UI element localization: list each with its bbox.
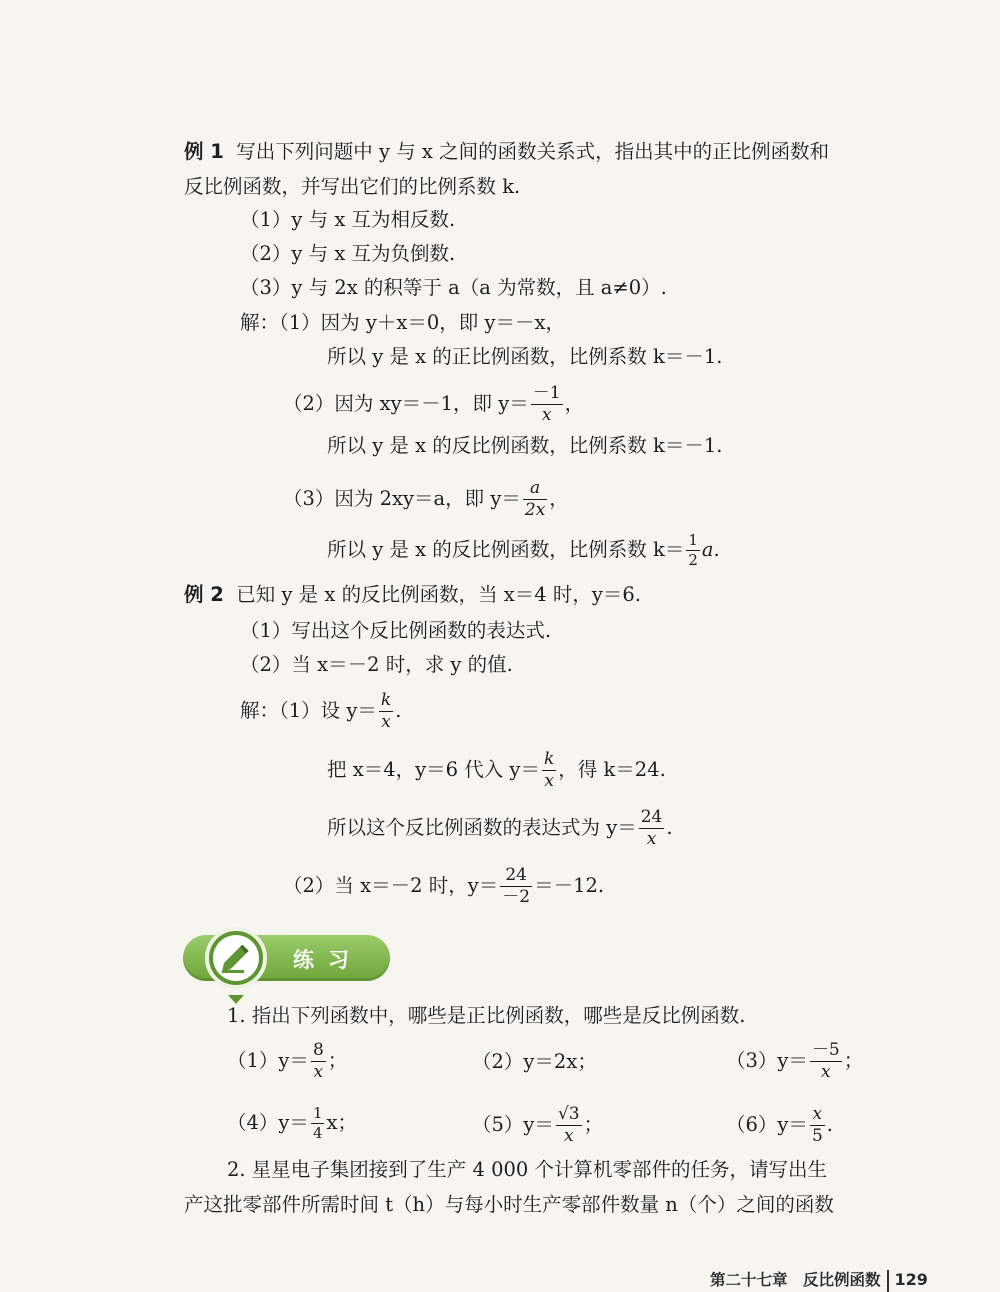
practice-q2-line2: 产这批零部件所需时间 t（h）与每小时生产零部件数量 n（个）之间的函数: [184, 1193, 834, 1216]
page-number: 129: [894, 1270, 928, 1289]
fraction-denominator: x: [646, 829, 657, 849]
fraction-denominator: x: [563, 1126, 574, 1146]
example2-s1-prefix: （1）设 y＝: [279, 699, 377, 722]
practice-label: 练习: [293, 948, 363, 972]
example2-s2: [283, 867, 604, 906]
example2-s1b-prefix: 把 x＝4，y＝6 代入 y＝: [327, 758, 540, 781]
example1-s3-line2-prefix: 所以 y 是 x 的反比例函数，比例系数 k＝: [327, 538, 685, 561]
fraction-denominator: 4: [312, 1124, 323, 1142]
item-suffix: .: [826, 1113, 833, 1136]
example1-item-1: （1）y 与 x 互为相反数.: [240, 208, 456, 231]
example2-s2-suffix: ＝－12.: [534, 874, 605, 897]
fraction-numerator: 1: [312, 1104, 323, 1122]
example1-s3-line2-suffix: a.: [701, 538, 720, 561]
example1-item-3: （3）y 与 2x 的积等于 a（a 为常数，且 a≠0）.: [240, 276, 667, 299]
example1-s2-prefix: （2）因为 xy＝－1，即 y＝: [283, 392, 529, 415]
fraction-numerator: －5: [811, 1040, 840, 1060]
example2-s1-suffix: .: [395, 699, 402, 722]
fraction-denominator: x: [541, 405, 552, 425]
footer-divider: [887, 1270, 889, 1292]
example1-s3-suffix: ，: [549, 487, 569, 510]
example1-line1: [184, 138, 829, 166]
fraction-numerator: 8: [312, 1040, 324, 1060]
example2-s1b: [327, 751, 666, 790]
example1-s2-line1: [283, 385, 584, 424]
item-suffix: x；: [326, 1111, 357, 1134]
example2-s1c: [327, 809, 673, 848]
example1-prompt-line2: 反比例函数，并写出它们的比例系数 k.: [184, 175, 521, 198]
fraction-denominator: x: [544, 771, 554, 791]
practice-q1-item-1: [227, 1042, 347, 1081]
chapter-title: 第二十七章 反比例函数: [710, 1271, 881, 1289]
example1-s2-fraction: [531, 385, 563, 424]
example1-s3-fraction: [523, 480, 547, 519]
example2-s1c-prefix: 所以这个反比例函数的表达式为 y＝: [327, 816, 637, 839]
fraction-denominator: 2: [688, 551, 698, 569]
example2-s1b-suffix: ，得 k＝24.: [558, 758, 666, 781]
practice-badge: [205, 927, 267, 989]
example2-item-2: （2）当 x＝－2 时，求 y 的值.: [240, 653, 513, 676]
practice-q1-item-5: [472, 1106, 603, 1145]
example2-item-1: （1）写出这个反比例函数的表达式.: [240, 619, 552, 642]
item-fraction: [311, 1042, 326, 1081]
practice-q1-item-3: [726, 1042, 863, 1081]
fraction-denominator: －2: [502, 887, 531, 907]
example1-prompt-line1: 写出下列问题中 y 与 x 之间的函数关系式，指出其中的正比例函数和: [236, 140, 830, 163]
example2-s2-prefix: （2）当 x＝－2 时，y＝: [283, 874, 499, 897]
fraction-denominator: x: [313, 1062, 324, 1082]
item-prefix: （1）y＝: [227, 1049, 309, 1072]
practice-q1-item-2: （2）y＝2x；: [472, 1050, 597, 1073]
example1-label: 例 1: [184, 140, 224, 163]
example2-s1c-suffix: .: [666, 816, 673, 839]
practice-q1-item-4: [227, 1106, 357, 1141]
fraction-numerator: k: [380, 690, 392, 710]
fraction-numerator: k: [543, 749, 555, 769]
practice-q2-line1: 2. 星星电子集团接到了生产 4 000 个计算机零部件的任务，请写出生: [227, 1158, 828, 1181]
example2-s1-fraction: [379, 692, 393, 731]
example2-label: 例 2: [184, 583, 224, 606]
example1-solution-1: [240, 309, 565, 337]
example2-s1c-fraction: [639, 809, 665, 848]
fraction-denominator: x: [821, 1062, 831, 1082]
example2-prompt: 已知 y 是 x 的反比例函数，当 x＝4 时，y＝6.: [236, 583, 641, 606]
item-prefix: （3）y＝: [726, 1049, 808, 1072]
practice-banner: [183, 935, 390, 981]
fraction-numerator: √3: [557, 1104, 580, 1124]
example2-s2-fraction: [500, 867, 532, 906]
fraction-denominator: x: [381, 712, 391, 732]
example2-solution-label: 解：: [240, 699, 280, 722]
example1-solution-label: 解：: [240, 311, 280, 334]
example2-solution-1: [240, 692, 401, 731]
item-fraction: [311, 1106, 325, 1141]
item-fraction: [810, 1042, 842, 1081]
fraction-numerator: a: [523, 480, 547, 500]
page-footer: [710, 1268, 928, 1292]
item-suffix: ；: [583, 1113, 604, 1136]
item-fraction: [810, 1106, 825, 1145]
item-prefix: （6）y＝: [726, 1113, 808, 1136]
pencil-icon: [213, 935, 259, 981]
practice-q1-item-6: [726, 1106, 833, 1145]
item-suffix: ；: [843, 1049, 864, 1072]
example1-s3-prefix: （3）因为 2xy＝a，即 y＝: [283, 487, 521, 510]
example1-s1-line2: 所以 y 是 x 的正比例函数，比例系数 k＝－1.: [327, 345, 723, 368]
fraction-denominator: 5: [811, 1126, 823, 1146]
example2-s1b-fraction: [542, 751, 556, 790]
fraction-numerator: －1: [532, 383, 561, 403]
item-suffix: ；: [327, 1049, 348, 1072]
example2-line1: [184, 581, 641, 609]
fraction-numerator: 24: [640, 807, 663, 827]
practice-q1: 1. 指出下列函数中，哪些是正比例函数，哪些是反比例函数.: [227, 1004, 746, 1027]
example1-s3-line2: [327, 533, 720, 568]
fraction-numerator: x: [810, 1106, 825, 1126]
example1-s3-k-fraction: [686, 533, 700, 568]
example1-item-2: （2）y 与 x 互为负倒数.: [240, 242, 456, 265]
item-prefix: （4）y＝: [227, 1111, 309, 1134]
example1-s1-line1: （1）因为 y＋x＝0，即 y＝－x，: [279, 311, 566, 334]
example1-s2-line2: 所以 y 是 x 的反比例函数，比例系数 k＝－1.: [327, 434, 723, 457]
fraction-numerator: 24: [500, 867, 532, 887]
item-prefix: （5）y＝: [472, 1113, 554, 1136]
item-fraction: [556, 1106, 582, 1145]
example1-s3-line1: [283, 480, 569, 519]
fraction-numerator: 1: [688, 531, 698, 549]
example1-s2-suffix: ，: [564, 392, 585, 415]
fraction-denominator: 2x: [524, 500, 546, 520]
